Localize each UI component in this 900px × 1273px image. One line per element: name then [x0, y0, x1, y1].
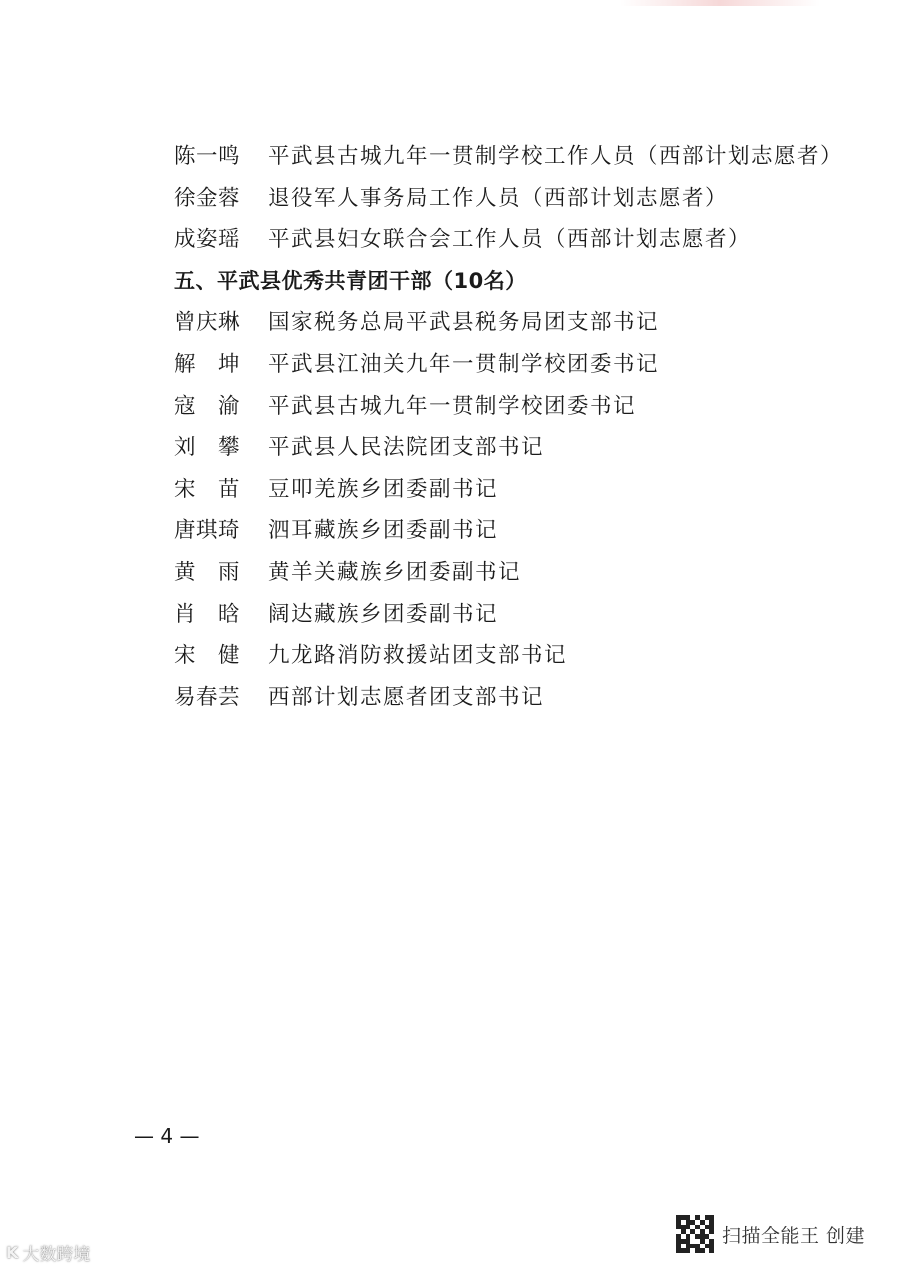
person-position: 平武县人民法院团支部书记 [268, 435, 545, 461]
person-position: 阔达藏族乡团委副书记 [268, 601, 499, 627]
person-name: 成姿瑶 [174, 227, 241, 253]
person-position: 退役军人事务局工作人员（西部计划志愿者） [268, 185, 729, 211]
person-name: 刘 攀 [174, 435, 241, 461]
scan-edge-smudge [620, 0, 820, 6]
watermark-text: 大数跨境 [22, 1245, 91, 1265]
scanner-badge [676, 1215, 865, 1253]
person-position: 西部计划志愿者团支部书记 [268, 684, 545, 710]
person-position: 平武县妇女联合会工作人员（西部计划志愿者） [268, 227, 752, 253]
qr-code-icon [676, 1215, 714, 1253]
person-position: 泗耳藏族乡团委副书记 [268, 518, 499, 544]
watermark [6, 1240, 90, 1265]
list-item [174, 427, 814, 469]
list-item [174, 178, 814, 220]
person-name: 易春芸 [174, 684, 241, 710]
list-item [174, 469, 814, 511]
watermark-logo-icon: K [6, 1243, 19, 1262]
person-name: 徐金蓉 [174, 185, 241, 211]
person-name: 寇 渝 [174, 393, 241, 419]
section-heading: 五、平武县优秀共青团干部（10名） [174, 268, 527, 293]
list-item [174, 552, 814, 594]
person-name: 宋 健 [174, 643, 241, 669]
person-name: 曾庆琳 [174, 310, 241, 336]
list-item [174, 219, 814, 261]
person-name: 陈一鸣 [174, 144, 241, 169]
person-name: 宋 苗 [174, 476, 241, 502]
person-position: 国家税务总局平武县税务局团支部书记 [268, 310, 660, 336]
person-name: 唐琪琦 [174, 518, 241, 544]
person-position: 九龙路消防救援站团支部书记 [268, 643, 568, 669]
list-item [174, 677, 814, 719]
list-item [174, 510, 814, 552]
page-number: — 4 — [134, 1124, 200, 1148]
person-position: 平武县古城九年一贯制学校团委书记 [268, 393, 637, 419]
person-name: 解 坤 [174, 351, 241, 377]
list-item [174, 136, 844, 178]
person-position: 平武县古城九年一贯制学校工作人员（西部计划志愿者） [268, 144, 844, 169]
person-name: 黄 雨 [174, 559, 241, 585]
name-list [174, 136, 844, 718]
scanner-label: 扫描全能王 创建 [722, 1224, 866, 1247]
list-item [174, 344, 814, 386]
person-position: 豆叩羌族乡团委副书记 [268, 476, 499, 502]
list-item [174, 386, 814, 428]
person-position: 平武县江油关九年一贯制学校团委书记 [268, 351, 660, 377]
person-name: 肖 晗 [174, 601, 241, 627]
list-item [174, 594, 814, 636]
person-position: 黄羊关藏族乡团委副书记 [268, 559, 522, 585]
list-item [174, 635, 814, 677]
list-item [174, 302, 814, 344]
